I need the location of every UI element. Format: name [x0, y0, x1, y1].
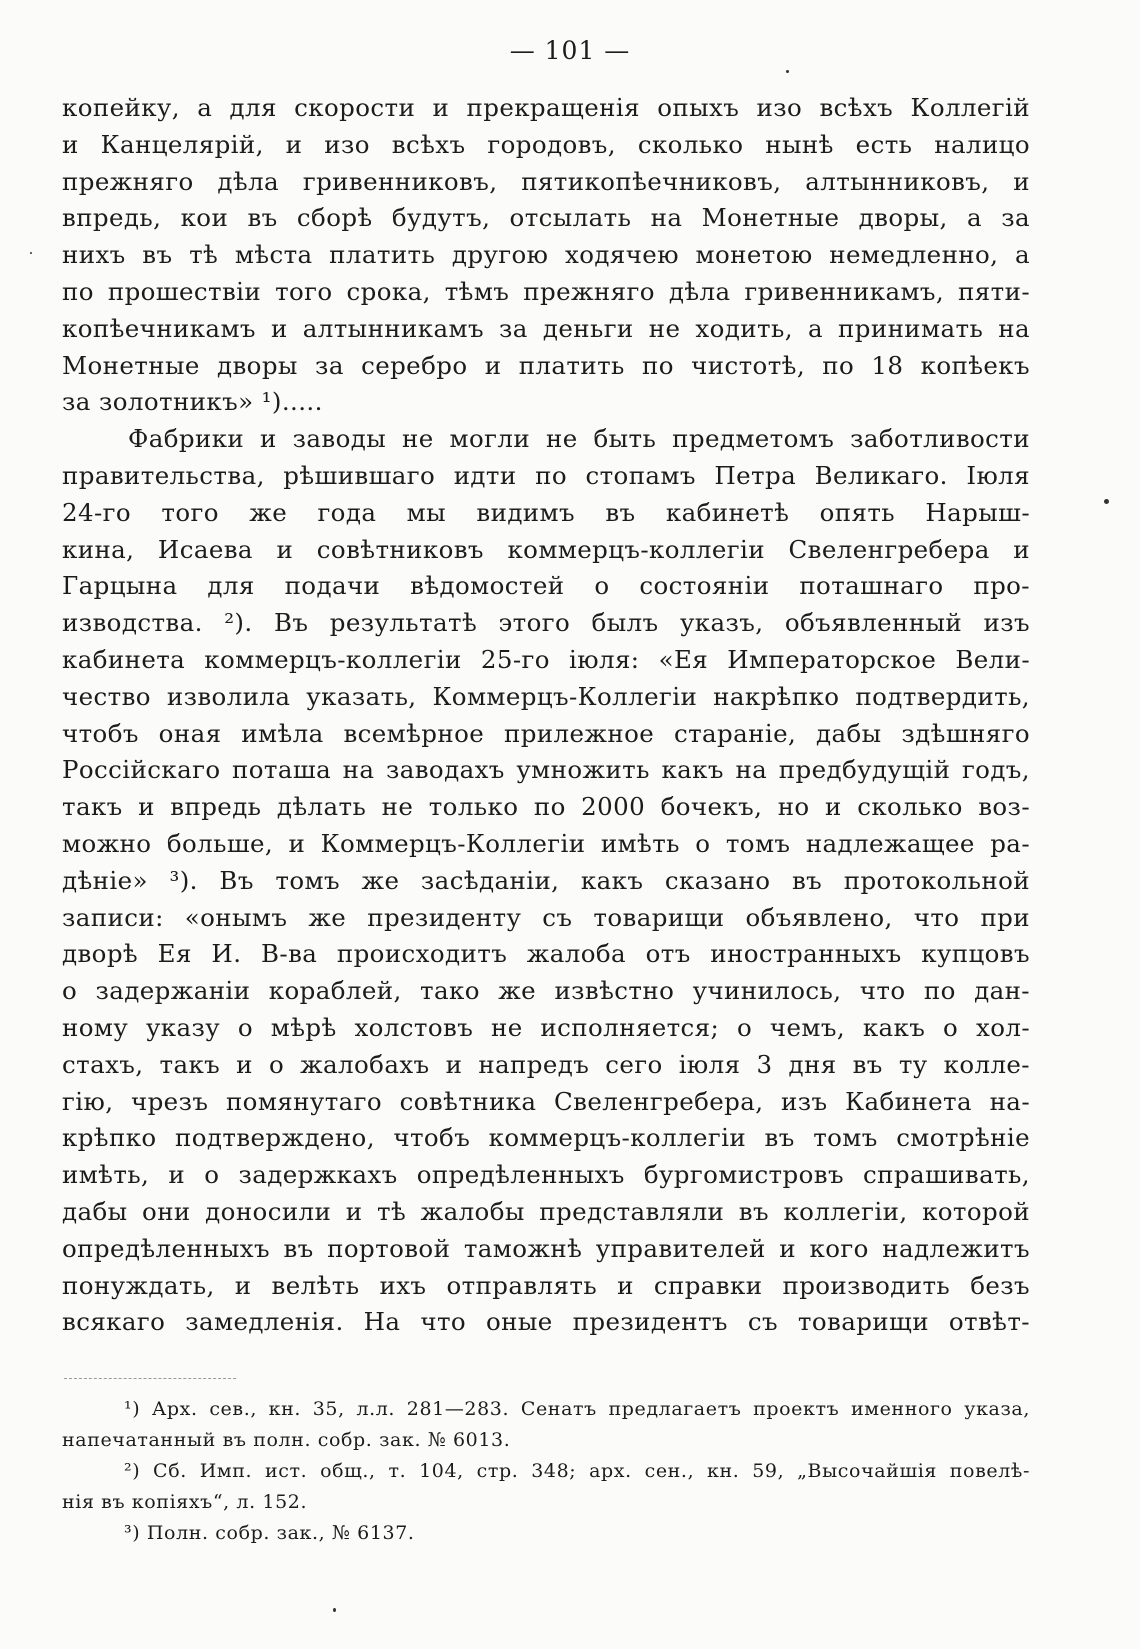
text-line: кабинета коммерцъ-коллегіи 25-го іюля: «Ея Императорское Вели-: [62, 644, 1030, 674]
body-text: [62, 90, 1030, 1341]
text-line: чество изволила указать, Коммерцъ-Коллегіи накрѣпко подтвердить,: [62, 681, 1030, 711]
footnotes: [62, 1394, 1030, 1549]
text-line: копейку, а для скорости и прекращенія опыхъ изо всѣхъ Коллегій: [62, 93, 1030, 122]
footnote-2-line: ²) Сб. Имп. ист. общ., т. 104, стр. 348; арх. сен., кн. 59, „Высочайшія повелѣ-: [124, 1460, 1030, 1482]
footnote-1-line: напечатанный въ полн. собр. зак. № 6013.: [62, 1429, 511, 1451]
text-line: крѣпко подтверждено, чтобъ коммерцъ-коллегіи въ томъ смотрѣніе: [62, 1123, 1030, 1153]
print-speck: [30, 252, 32, 254]
text-line: по прошествіи того срока, тѣмъ прежняго дѣла гривенникамъ, пяти-: [62, 276, 1030, 306]
text-line: Россійскаго поташа на заводахъ умножить какъ на предбудущій годъ,: [62, 755, 1030, 785]
text-line: кина, Исаева и совѣтниковъ коммерцъ-коллегіи Свеленгребера и: [62, 534, 1030, 564]
text-line: гію, чрезъ помянутаго совѣтника Свеленгребера, изъ Кабинета на-: [62, 1086, 1030, 1116]
print-speck: [786, 70, 789, 73]
print-speck: [333, 1608, 336, 1612]
text-line: ному указу о мѣрѣ холстовъ не исполняется; о чемъ, какъ о хол-: [62, 1012, 1030, 1042]
text-line: правительства, рѣшившаго идти по стопамъ Петра Великаго. Іюля: [62, 460, 1030, 490]
text-line: дворѣ Ея И. В-ва происходитъ жалоба отъ иностранныхъ купцовъ: [62, 939, 1030, 969]
text-line: дѣніе» ³). Въ томъ же засѣданіи, какъ сказано въ протокольной: [62, 865, 1030, 895]
print-speck: [1104, 499, 1109, 504]
text-line: копѣечникамъ и алтынникамъ за деньги не ходить, а принимать на: [62, 313, 1030, 343]
text-line: изводства. ²). Въ результатѣ этого былъ указъ, объявленный изъ: [62, 608, 1030, 638]
page-number: — 101 —: [509, 36, 631, 65]
text-line: записи: «онымъ же президенту съ товарищи объявлено, что при: [62, 902, 1030, 932]
paragraph-start-line: Фабрики и заводы не могли не быть предметомъ заботливости: [128, 424, 1030, 454]
text-line: имѣть, и о задержкахъ опредѣленныхъ бургомистровъ спрашивать,: [62, 1160, 1030, 1190]
text-line: всякаго замедленія. На что оные президентъ съ товарищи отвѣт-: [62, 1307, 1030, 1337]
text-line: Монетные дворы за серебро и платить по чистотѣ, по 18 копѣекъ: [62, 350, 1030, 380]
footnote-2-line: нія въ копіяхъ“, л. 152.: [62, 1491, 308, 1513]
text-line: за золотникъ» ¹).....: [62, 387, 323, 417]
text-line: нихъ въ тѣ мѣста платить другою ходячею монетою немедленно, а: [62, 240, 1030, 270]
text-line: стахъ, такъ и о жалобахъ и напредъ сего іюля 3 дня въ ту колле-: [62, 1049, 1030, 1079]
text-line: Гарцына для подачи вѣдомостей о состояніи поташнаго про-: [62, 571, 1030, 601]
text-line: прежняго дѣла гривенниковъ, пятикопѣечниковъ, алтынниковъ, и: [62, 166, 1030, 196]
text-line: опредѣленныхъ въ портовой таможнѣ управителей и кого надлежитъ: [62, 1233, 1030, 1263]
text-line: дабы они доносили и тѣ жалобы представляли въ коллегіи, которой: [62, 1196, 1030, 1226]
footnote-divider: [64, 1378, 236, 1379]
text-line: такъ и впредь дѣлать не только по 2000 бочекъ, но и сколько воз-: [62, 792, 1030, 822]
text-line: понуждать, и велѣть ихъ отправлять и справки производить безъ: [62, 1270, 1030, 1300]
text-line: впредь, кои въ сборѣ будутъ, отсылать на Монетные дворы, а за: [62, 203, 1030, 233]
text-line: можно больше, и Коммерцъ-Коллегіи имѣть о томъ надлежащее ра-: [62, 828, 1030, 858]
text-line: о задержаніи кораблей, тако же извѣстно учинилось, что по дан-: [62, 976, 1030, 1006]
text-line: 24-го того же года мы видимъ въ кабинетѣ опять Нарыш-: [62, 497, 1030, 527]
footnote-1-line: ¹) Арх. сев., кн. 35, л.л. 281—283. Сенатъ предлагаетъ проектъ именного указа,: [124, 1398, 1030, 1420]
text-line: чтобъ оная имѣла всемѣрное прилежное стараніе, дабы здѣшняго: [62, 718, 1030, 748]
footnote-3-line: ³) Полн. собр. зак., № 6137.: [124, 1522, 415, 1544]
text-line: и Канцелярій, и изо всѣхъ городовъ, сколько нынѣ есть налицо: [62, 129, 1030, 159]
